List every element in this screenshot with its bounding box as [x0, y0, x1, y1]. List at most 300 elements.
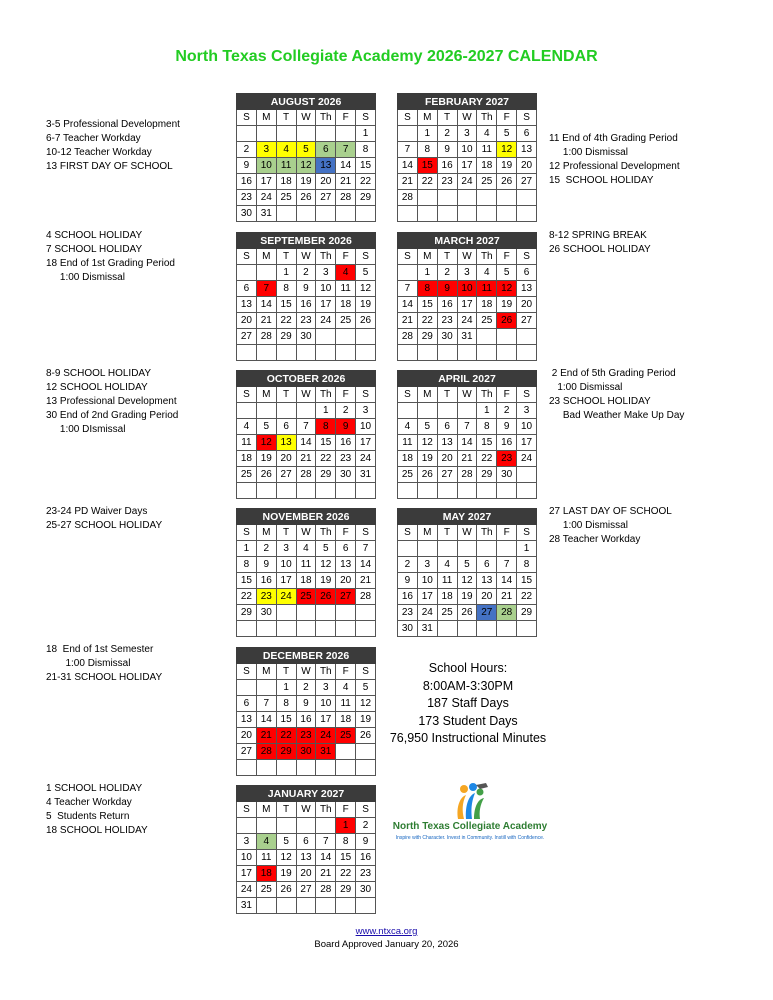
day-cell: 30: [497, 467, 517, 483]
empty-cell: [316, 329, 336, 345]
day-cell: 13: [517, 281, 537, 297]
day-cell: 8: [356, 142, 376, 158]
day-cell: 26: [296, 190, 316, 206]
weekday-label: T: [276, 664, 296, 680]
day-cell: 25: [398, 467, 418, 483]
day-cell: 24: [417, 605, 437, 621]
day-cell: 6: [237, 696, 257, 712]
weekday-label: M: [256, 664, 276, 680]
day-cell: 24: [517, 451, 537, 467]
day-cell: 25: [336, 313, 356, 329]
empty-cell: [517, 329, 537, 345]
day-cell: 17: [316, 712, 336, 728]
empty-cell: [477, 206, 497, 222]
weekday-label: T: [276, 387, 296, 403]
month-header: AUGUST 2026: [237, 94, 376, 110]
day-cell: 10: [316, 696, 336, 712]
day-cell: 27: [336, 589, 356, 605]
day-cell: 15: [517, 573, 537, 589]
day-cell: 22: [356, 174, 376, 190]
day-cell: 14: [497, 573, 517, 589]
day-cell: 1: [517, 541, 537, 557]
day-cell: 22: [517, 589, 537, 605]
day-cell: 5: [276, 834, 296, 850]
day-cell: 10: [276, 557, 296, 573]
day-cell: 23: [497, 451, 517, 467]
empty-cell: [316, 898, 336, 914]
empty-cell: [237, 483, 257, 499]
weekday-label: W: [296, 802, 316, 818]
empty-cell: [316, 345, 336, 361]
day-cell: 10: [457, 142, 477, 158]
empty-cell: [316, 818, 336, 834]
weekday-label: T: [437, 110, 457, 126]
empty-cell: [237, 345, 257, 361]
day-cell: 26: [356, 313, 376, 329]
empty-cell: [256, 621, 276, 637]
day-cell: 5: [356, 265, 376, 281]
notes-december: 18 End of 1st Semester 1:00 Dismissal 21-31 SCHOOL HOLIDAY: [46, 644, 163, 683]
day-cell: 3: [237, 834, 257, 850]
day-cell: 18: [477, 297, 497, 313]
day-cell: 2: [336, 403, 356, 419]
day-cell: 7: [398, 281, 418, 297]
day-cell: 12: [316, 557, 336, 573]
day-cell: 28: [316, 882, 336, 898]
day-cell: 6: [437, 419, 457, 435]
day-cell: 17: [276, 573, 296, 589]
empty-cell: [517, 467, 537, 483]
day-cell: 1: [276, 680, 296, 696]
weekday-label: W: [296, 664, 316, 680]
weekday-label: M: [256, 249, 276, 265]
empty-cell: [276, 206, 296, 222]
empty-cell: [417, 541, 437, 557]
calendar-january-2027: [236, 785, 376, 914]
weekday-label: T: [276, 249, 296, 265]
day-cell: 8: [517, 557, 537, 573]
weekday-label: Th: [477, 110, 497, 126]
day-cell: 1: [356, 126, 376, 142]
day-cell: 29: [237, 605, 257, 621]
day-cell: 15: [276, 297, 296, 313]
day-cell: 15: [336, 850, 356, 866]
empty-cell: [336, 621, 356, 637]
day-cell: 17: [517, 435, 537, 451]
day-cell: 17: [316, 297, 336, 313]
empty-cell: [497, 329, 517, 345]
day-cell: 12: [356, 281, 376, 297]
day-cell: 27: [316, 190, 336, 206]
day-cell: 25: [477, 174, 497, 190]
day-cell: 13: [477, 573, 497, 589]
day-cell: 6: [517, 265, 537, 281]
day-cell: 20: [316, 174, 336, 190]
day-cell: 26: [457, 605, 477, 621]
school-hours-heading: School Hours:: [428, 661, 508, 675]
student-days: 173 Student Days: [418, 713, 518, 728]
empty-cell: [296, 818, 316, 834]
weekday-label: M: [256, 525, 276, 541]
calendar-october-2026: [236, 370, 376, 499]
day-cell: 28: [256, 329, 276, 345]
empty-cell: [417, 483, 437, 499]
weekday-label: S: [517, 387, 537, 403]
day-cell: 19: [276, 866, 296, 882]
day-cell: 31: [256, 206, 276, 222]
day-cell: 21: [256, 313, 276, 329]
day-cell: 25: [276, 190, 296, 206]
day-cell: 5: [256, 419, 276, 435]
day-cell: 22: [336, 866, 356, 882]
day-cell: 19: [417, 451, 437, 467]
weekday-label: T: [437, 249, 457, 265]
empty-cell: [276, 621, 296, 637]
day-cell: 19: [356, 297, 376, 313]
day-cell: 3: [316, 265, 336, 281]
empty-cell: [398, 483, 418, 499]
day-cell: 21: [316, 866, 336, 882]
empty-cell: [276, 898, 296, 914]
weekday-label: S: [398, 525, 418, 541]
calendar-september-2026: [236, 232, 376, 361]
day-cell: 3: [417, 557, 437, 573]
empty-cell: [356, 483, 376, 499]
weekday-label: S: [356, 387, 376, 403]
day-cell: 10: [256, 158, 276, 174]
notes-october: 8-9 SCHOOL HOLIDAY 12 SCHOOL HOLIDAY 13 Professional Development 30 End of 2nd Grading Period 1:00 DIsmissal: [46, 368, 179, 435]
day-cell: 27: [477, 605, 497, 621]
day-cell: 18: [398, 451, 418, 467]
day-cell: 28: [336, 190, 356, 206]
empty-cell: [256, 818, 276, 834]
day-cell: 12: [497, 142, 517, 158]
weekday-label: F: [336, 525, 356, 541]
day-cell: 24: [316, 313, 336, 329]
empty-cell: [417, 403, 437, 419]
empty-cell: [398, 403, 418, 419]
day-cell: 1: [477, 403, 497, 419]
day-cell: 6: [237, 281, 257, 297]
empty-cell: [457, 403, 477, 419]
notes-april: 2 End of 5th Grading Period 1:00 Dismissal 23 SCHOOL HOLIDAY Bad Weather Make Up Day: [549, 368, 685, 421]
day-cell: 30: [356, 882, 376, 898]
day-cell: 8: [237, 557, 257, 573]
empty-cell: [296, 345, 316, 361]
empty-cell: [437, 541, 457, 557]
empty-cell: [477, 621, 497, 637]
weekday-label: F: [497, 525, 517, 541]
day-cell: 4: [336, 680, 356, 696]
day-cell: 7: [497, 557, 517, 573]
empty-cell: [237, 760, 257, 776]
day-cell: 23: [356, 866, 376, 882]
weekday-label: M: [417, 525, 437, 541]
weekday-label: S: [237, 110, 257, 126]
day-cell: 9: [398, 573, 418, 589]
notes-march: 8-12 SPRING BREAK 26 SCHOOL HOLIDAY: [549, 230, 651, 255]
day-cell: 22: [417, 174, 437, 190]
day-cell: 11: [398, 435, 418, 451]
day-cell: 14: [256, 297, 276, 313]
weekday-label: S: [237, 387, 257, 403]
empty-cell: [256, 680, 276, 696]
weekday-label: S: [356, 802, 376, 818]
weekday-label: S: [356, 525, 376, 541]
day-cell: 25: [296, 589, 316, 605]
day-cell: 3: [256, 142, 276, 158]
page-title: North Texas Collegiate Academy 2026-2027 CALENDAR: [175, 48, 598, 65]
day-cell: 17: [256, 174, 276, 190]
school-hours-time: 8:00AM-3:30PM: [422, 678, 514, 693]
empty-cell: [517, 190, 537, 206]
empty-cell: [256, 345, 276, 361]
calendar-december-2026: [236, 647, 376, 776]
weekday-label: Th: [316, 387, 336, 403]
empty-cell: [256, 126, 276, 142]
day-cell: 3: [356, 403, 376, 419]
empty-cell: [336, 345, 356, 361]
day-cell: 30: [256, 605, 276, 621]
day-cell: 14: [398, 297, 418, 313]
day-cell: 20: [517, 158, 537, 174]
day-cell: 29: [477, 467, 497, 483]
day-cell: 2: [437, 126, 457, 142]
day-cell: 30: [336, 467, 356, 483]
day-cell: 16: [237, 174, 257, 190]
day-cell: 4: [276, 142, 296, 158]
day-cell: 21: [398, 313, 418, 329]
day-cell: 25: [336, 728, 356, 744]
empty-cell: [477, 329, 497, 345]
day-cell: 2: [237, 142, 257, 158]
day-cell: 21: [356, 573, 376, 589]
weekday-label: S: [237, 664, 257, 680]
weekday-label: S: [398, 249, 418, 265]
empty-cell: [256, 403, 276, 419]
day-cell: 29: [336, 882, 356, 898]
day-cell: 2: [437, 265, 457, 281]
weekday-label: F: [336, 387, 356, 403]
day-cell: 6: [336, 541, 356, 557]
day-cell: 16: [398, 589, 418, 605]
day-cell: 19: [296, 174, 316, 190]
weekday-label: F: [497, 249, 517, 265]
day-cell: 3: [276, 541, 296, 557]
day-cell: 25: [437, 605, 457, 621]
day-cell: 21: [497, 589, 517, 605]
month-header: NOVEMBER 2026: [237, 509, 376, 525]
board-approved-text: Board Approved January 20, 2026: [314, 939, 459, 950]
day-cell: 19: [356, 712, 376, 728]
day-cell: 3: [457, 126, 477, 142]
day-cell: 9: [356, 834, 376, 850]
day-cell: 30: [398, 621, 418, 637]
school-logo: [390, 783, 550, 847]
empty-cell: [497, 541, 517, 557]
day-cell: 15: [477, 435, 497, 451]
day-cell: 23: [296, 728, 316, 744]
day-cell: 20: [296, 866, 316, 882]
day-cell: 30: [437, 329, 457, 345]
calendar-february-2027: [397, 93, 537, 222]
weekday-label: S: [237, 249, 257, 265]
empty-cell: [398, 265, 418, 281]
day-cell: 22: [417, 313, 437, 329]
empty-cell: [356, 744, 376, 760]
empty-cell: [336, 760, 356, 776]
empty-cell: [316, 483, 336, 499]
day-cell: 12: [256, 435, 276, 451]
weekday-label: Th: [316, 525, 336, 541]
empty-cell: [477, 190, 497, 206]
day-cell: 27: [237, 744, 257, 760]
day-cell: 23: [237, 190, 257, 206]
day-cell: 29: [316, 467, 336, 483]
day-cell: 28: [356, 589, 376, 605]
day-cell: 2: [256, 541, 276, 557]
empty-cell: [237, 403, 257, 419]
weekday-label: M: [256, 110, 276, 126]
weekday-label: W: [457, 110, 477, 126]
weekday-label: S: [356, 249, 376, 265]
day-cell: 23: [256, 589, 276, 605]
day-cell: 12: [497, 281, 517, 297]
empty-cell: [276, 760, 296, 776]
empty-cell: [417, 190, 437, 206]
empty-cell: [477, 541, 497, 557]
day-cell: 28: [398, 190, 418, 206]
day-cell: 15: [276, 712, 296, 728]
empty-cell: [517, 206, 537, 222]
day-cell: 3: [517, 403, 537, 419]
weekday-label: S: [237, 802, 257, 818]
day-cell: 18: [276, 174, 296, 190]
weekday-label: M: [417, 387, 437, 403]
day-cell: 26: [417, 467, 437, 483]
instructional-minutes: 76,950 Instructional Minutes: [389, 731, 547, 745]
day-cell: 8: [417, 142, 437, 158]
day-cell: 1: [276, 265, 296, 281]
month-header: JANUARY 2027: [237, 786, 376, 802]
logo-name: North Texas Collegiate Academy: [392, 821, 548, 832]
day-cell: 22: [477, 451, 497, 467]
day-cell: 11: [276, 158, 296, 174]
weekday-label: W: [457, 525, 477, 541]
empty-cell: [437, 345, 457, 361]
day-cell: 23: [398, 605, 418, 621]
day-cell: 5: [356, 680, 376, 696]
empty-cell: [356, 206, 376, 222]
day-cell: 5: [417, 419, 437, 435]
day-cell: 31: [457, 329, 477, 345]
day-cell: 13: [437, 435, 457, 451]
empty-cell: [437, 483, 457, 499]
empty-cell: [296, 126, 316, 142]
empty-cell: [356, 345, 376, 361]
website-link[interactable]: www.ntxca.org: [355, 926, 418, 937]
day-cell: 12: [296, 158, 316, 174]
month-header: SEPTEMBER 2026: [237, 233, 376, 249]
day-cell: 1: [417, 126, 437, 142]
day-cell: 7: [398, 142, 418, 158]
empty-cell: [457, 190, 477, 206]
day-cell: 29: [417, 329, 437, 345]
notes-february: 11 End of 4th Grading Period 1:00 Dismissal 12 Professional Development 15 SCHOOL HOLIDAY: [549, 133, 680, 186]
weekday-label: Th: [316, 249, 336, 265]
calendar-august-2026: [236, 93, 376, 222]
day-cell: 11: [256, 850, 276, 866]
day-cell: 15: [356, 158, 376, 174]
day-cell: 18: [437, 589, 457, 605]
weekday-label: M: [256, 802, 276, 818]
day-cell: 16: [336, 435, 356, 451]
day-cell: 15: [237, 573, 257, 589]
day-cell: 14: [457, 435, 477, 451]
day-cell: 19: [497, 297, 517, 313]
weekday-label: Th: [477, 387, 497, 403]
empty-cell: [237, 818, 257, 834]
day-cell: 14: [356, 557, 376, 573]
empty-cell: [437, 206, 457, 222]
empty-cell: [356, 621, 376, 637]
day-cell: 14: [316, 850, 336, 866]
weekday-label: S: [517, 110, 537, 126]
empty-cell: [437, 403, 457, 419]
weekday-label: W: [296, 525, 316, 541]
month-header: MARCH 2027: [398, 233, 537, 249]
day-cell: 3: [457, 265, 477, 281]
day-cell: 17: [417, 589, 437, 605]
empty-cell: [336, 329, 356, 345]
weekday-label: S: [398, 110, 418, 126]
day-cell: 20: [336, 573, 356, 589]
day-cell: 17: [457, 297, 477, 313]
day-cell: 4: [477, 126, 497, 142]
empty-cell: [336, 744, 356, 760]
day-cell: 23: [437, 313, 457, 329]
day-cell: 10: [316, 281, 336, 297]
day-cell: 28: [497, 605, 517, 621]
day-cell: 24: [276, 589, 296, 605]
empty-cell: [296, 760, 316, 776]
day-cell: 21: [457, 451, 477, 467]
empty-cell: [457, 541, 477, 557]
empty-cell: [256, 265, 276, 281]
day-cell: 11: [477, 142, 497, 158]
day-cell: 31: [316, 744, 336, 760]
day-cell: 1: [316, 403, 336, 419]
day-cell: 11: [237, 435, 257, 451]
logo-tagline: Inspire with Character. Invest in Community. Instill with Confidence.: [395, 835, 545, 841]
empty-cell: [477, 483, 497, 499]
day-cell: 13: [237, 712, 257, 728]
day-cell: 28: [296, 467, 316, 483]
notes-may: 27 LAST DAY OF SCHOOL 1:00 Dismissal 28 Teacher Workday: [549, 506, 672, 545]
day-cell: 19: [256, 451, 276, 467]
day-cell: 22: [237, 589, 257, 605]
day-cell: 20: [237, 728, 257, 744]
day-cell: 13: [237, 297, 257, 313]
day-cell: 5: [296, 142, 316, 158]
day-cell: 28: [256, 744, 276, 760]
weekday-label: S: [398, 387, 418, 403]
day-cell: 6: [477, 557, 497, 573]
day-cell: 17: [237, 866, 257, 882]
weekday-label: S: [237, 525, 257, 541]
day-cell: 19: [457, 589, 477, 605]
empty-cell: [276, 126, 296, 142]
